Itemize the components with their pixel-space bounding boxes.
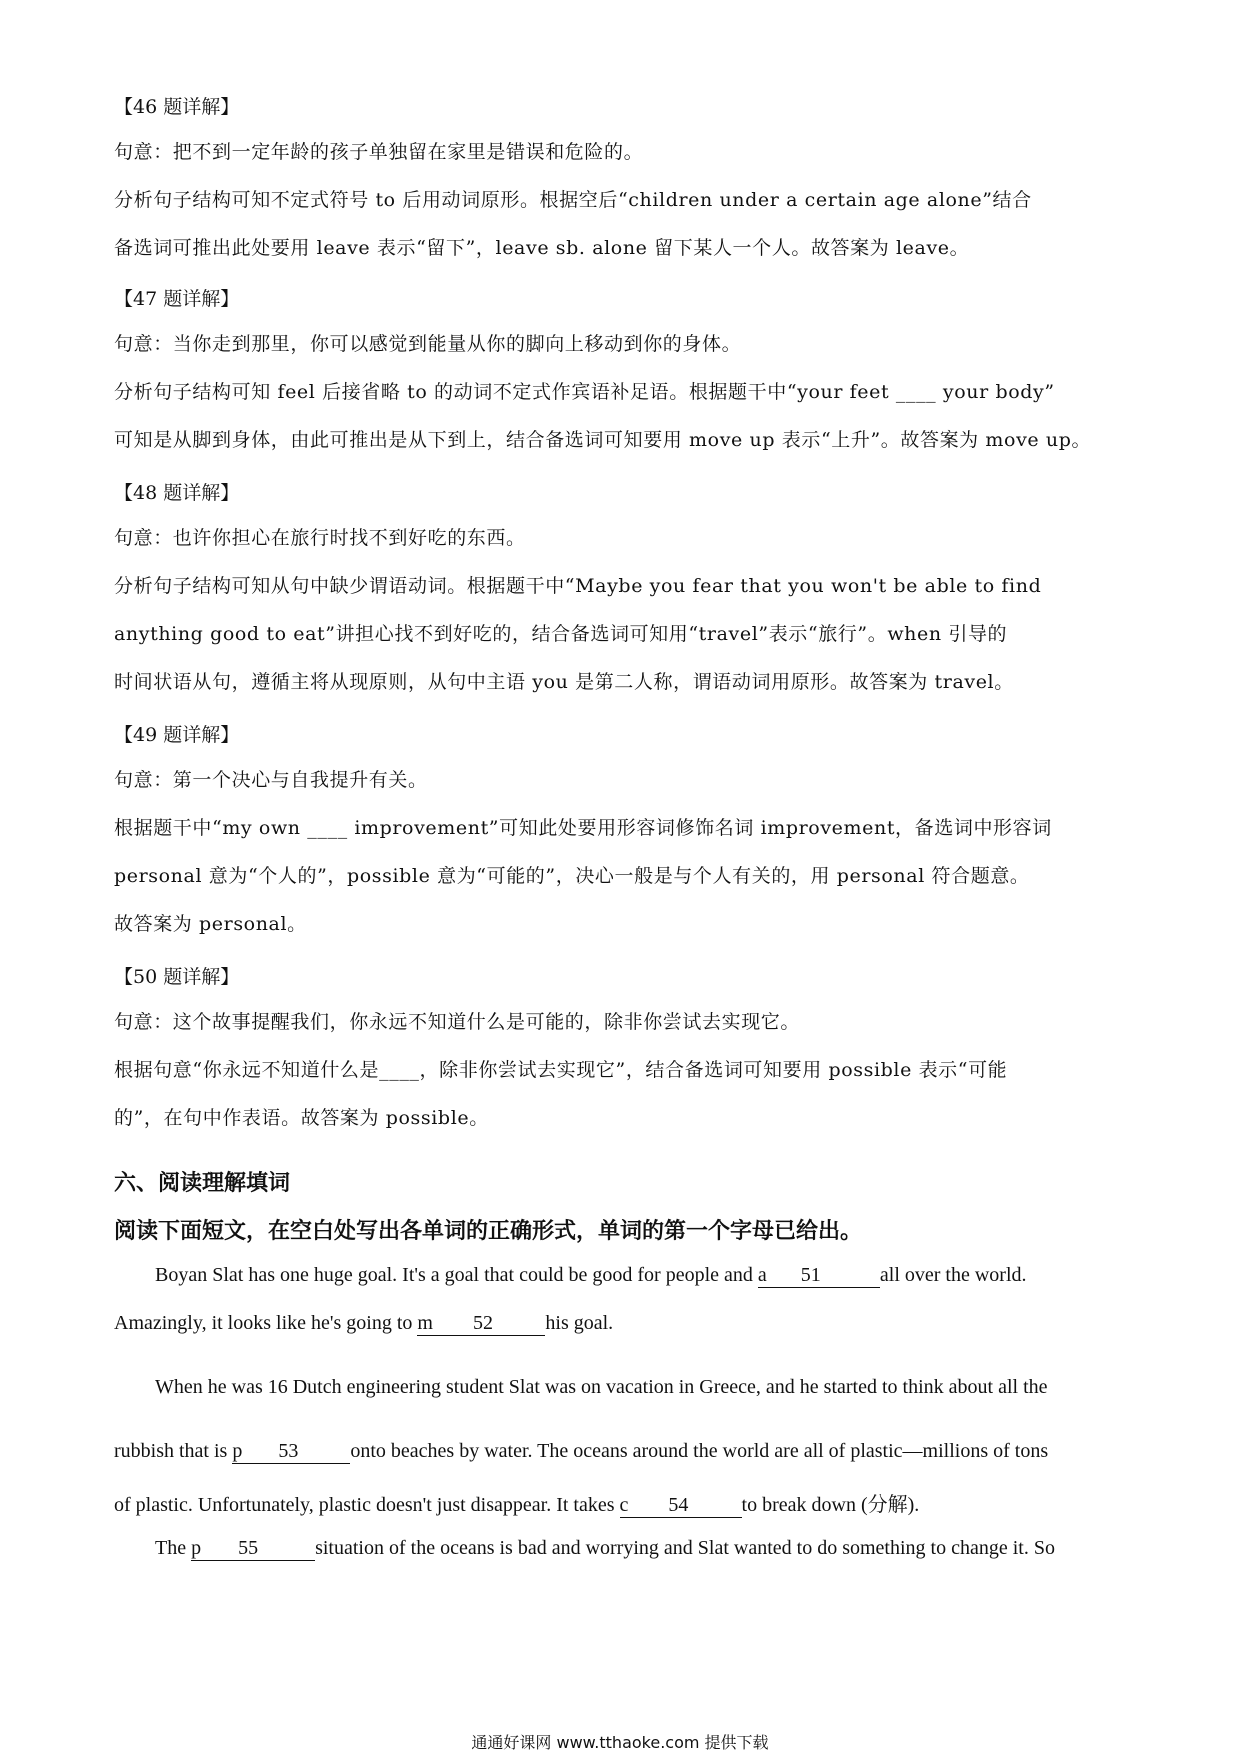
passage-text: his goal.: [545, 1312, 614, 1334]
blank-number: 55: [238, 1537, 259, 1559]
blank-number: 51: [800, 1264, 821, 1286]
passage-text: rubbish that is: [114, 1440, 233, 1462]
q47-line1: 分析句子结构可知 feel 后接省略 to 的动词不定式作宾语补足语。根据题干中“your feet ____ your body”: [114, 381, 1055, 403]
blank-number: 54: [668, 1494, 689, 1516]
blank-54: [620, 1494, 742, 1518]
passage-text: all over the world.: [879, 1264, 1027, 1286]
q48-line3: 时间状语从句，遵循主将从现原则，从句中主语 you 是第二人称，谓语动词用原形。故答案为 travel。: [114, 671, 1014, 693]
blank-53: [232, 1440, 350, 1464]
q46-title: 【46 题详解】: [114, 96, 240, 118]
passage-text: to break down (分解).: [741, 1494, 920, 1516]
q46-line1: 分析句子结构可知不定式符号 to 后用动词原形。根据空后“children under a certain age alone”结合: [114, 189, 1032, 211]
passage-line-3: When he was 16 Dutch engineering student Slat was on vacation in Greece, and he started to think about all the: [155, 1376, 1048, 1398]
q47-title: 【47 题详解】: [114, 288, 240, 310]
q50-meaning: 句意：这个故事提醒我们，你永远不知道什么是可能的，除非你尝试去实现它。: [114, 1011, 801, 1033]
q47-meaning: 句意：当你走到那里，你可以感觉到能量从你的脚向上移动到你的身体。: [114, 333, 742, 355]
q49-meaning: 句意：第一个决心与自我提升有关。: [114, 769, 428, 791]
q49-line1: 根据题干中“my own ____ improvement”可知此处要用形容词修饰名词 improvement，备选词中形容词: [114, 817, 1052, 839]
blank-letter: p: [232, 1440, 243, 1462]
passage-text: situation of the oceans is bad and worrying and Slat wanted to do something to change it. So: [315, 1537, 1055, 1559]
q50-line2: 的”，在句中作表语。故答案为 possible。: [114, 1107, 489, 1129]
q47-body: [114, 320, 1130, 464]
q47-line2: 可知是从脚到身体，由此可推出是从下到上，结合备选词可知要用 move up 表示“上升”。故答案为 move up。: [114, 429, 1092, 451]
section-title: 六、阅读理解填词: [114, 1171, 291, 1196]
q46-meaning: 句意：把不到一定年龄的孩子单独留在家里是错误和危险的。: [114, 141, 644, 163]
blank-51: [758, 1264, 880, 1288]
q46-body: [114, 128, 1130, 272]
q48-title: 【48 题详解】: [114, 482, 240, 504]
passage-text: Boyan Slat has one huge goal. It's a goal that could be good for people and: [155, 1264, 758, 1286]
blank-letter: m: [417, 1312, 433, 1334]
q49-line3: 故答案为 personal。: [114, 913, 307, 935]
blank-55: [191, 1537, 315, 1561]
passage-line-1: [155, 1264, 1027, 1288]
blank-letter: p: [191, 1537, 202, 1559]
q46-line2: 备选词可推出此处要用 leave 表示“留下”，leave sb. alone 留下某人一个人。故答案为 leave。: [114, 237, 970, 259]
q50-line1: 根据句意“你永远不知道什么是____，除非你尝试去实现它”，结合备选词可知要用 possible 表示“可能: [114, 1059, 1008, 1081]
passage-line-4: [114, 1440, 1048, 1464]
blank-number: 52: [472, 1312, 493, 1334]
blank-number: 53: [278, 1440, 299, 1462]
q50-body: [114, 998, 1130, 1142]
passage-text: Amazingly, it looks like he's going to: [114, 1312, 418, 1334]
passage-line-2: [114, 1312, 613, 1336]
blank-letter: a: [757, 1264, 767, 1286]
q50-title: 【50 题详解】: [114, 966, 240, 988]
q48-body: [114, 514, 1130, 706]
q49-line2: personal 意为“个人的”，possible 意为“可能的”，决心一般是与个人有关的，用 personal 符合题意。: [114, 865, 1030, 887]
blank-letter: c: [619, 1494, 629, 1516]
q48-line1: 分析句子结构可知从句中缺少谓语动词。根据题干中“Maybe you fear that you won't be able to find: [114, 575, 1042, 597]
passage-text: onto beaches by water. The oceans around the world are all of plastic—millions of tons: [350, 1440, 1049, 1462]
passage-line-5: [114, 1488, 919, 1518]
q48-meaning: 句意：也许你担心在旅行时找不到好吃的东西。: [114, 527, 526, 549]
q49-body: [114, 756, 1130, 948]
passage-line-6: [155, 1537, 1055, 1561]
passage-text: of plastic. Unfortunately, plastic doesn't just disappear. It takes: [114, 1494, 620, 1516]
blank-52: [417, 1312, 545, 1336]
page-footer: 通通好课网 www.tthaoke.com 提供下载: [471, 1733, 769, 1752]
passage-text: The: [155, 1537, 192, 1559]
q48-line2: anything good to eat”讲担心找不到好吃的，结合备选词可知用“travel”表示“旅行”。when 引导的: [114, 623, 1008, 645]
section-instruction: 阅读下面短文，在空白处写出各单词的正确形式，单词的第一个字母已给出。: [114, 1219, 863, 1244]
q49-title: 【49 题详解】: [114, 724, 240, 746]
